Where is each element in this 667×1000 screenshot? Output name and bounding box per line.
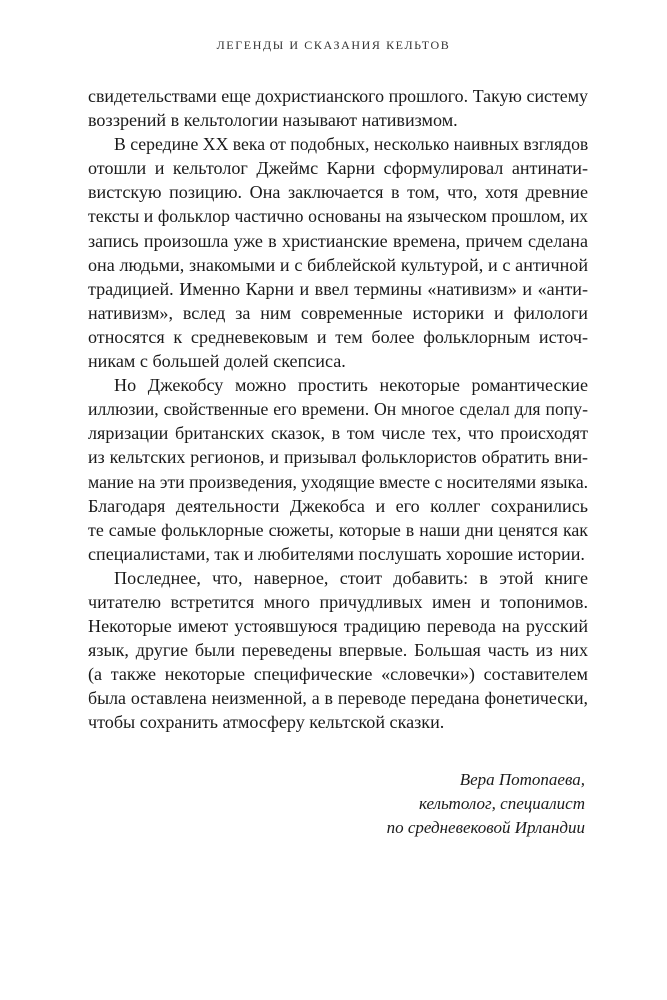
- text-line: читателю встретится много причудливых имен и топонимов.: [88, 591, 588, 612]
- body-text: [88, 84, 588, 735]
- text-line: воззрений в кельтологии называют нативизмом.: [88, 110, 458, 131]
- text-line: Но Джекобсу можно простить некоторые романтические: [114, 375, 588, 396]
- text-line: Благодаря деятельности Джекобса и его коллег сохранились: [88, 495, 588, 516]
- text-line: ляризации британских сказок, в том числе тех, что происходят: [88, 423, 588, 444]
- text-line: Некоторые имеют устоявшуюся традицию перевода на русский: [88, 616, 588, 637]
- author-specialty: по средневековой Ирландии: [386, 818, 585, 838]
- paragraph-1: [88, 84, 588, 132]
- paragraph-2: [88, 132, 588, 373]
- text-line: традицией. Именно Карни и ввел термины «нативизм» и «анти-: [88, 278, 588, 299]
- text-line: тексты и фольклор частично основаны на языческом прошлом, их: [88, 206, 588, 227]
- text-line: относятся к средневековым и тем более фольклорным источ-: [88, 326, 588, 347]
- text-line: отошли и кельтолог Джеймс Карни сформулировал антинати-: [88, 158, 588, 179]
- text-line: она людьми, знакомыми и с библейской культурой, и с античной: [88, 254, 588, 275]
- text-line: свидетельствами еще дохристианского прошлого. Такую систему: [88, 86, 588, 106]
- text-line: запись произошла уже в христианские времена, причем сделана: [88, 230, 588, 251]
- text-line: В середине XX века от подобных, несколько наивных взглядов: [114, 134, 589, 155]
- text-line: иллюзии, свойственные его времени. Он многое сделал для попу-: [88, 399, 588, 420]
- author-role: кельтолог, специалист: [418, 794, 585, 814]
- text-line: была оставлена неизменной, а в переводе передана фонетически,: [88, 688, 588, 709]
- text-line: Последнее, что, наверное, стоит добавить: в этой книге: [114, 567, 588, 588]
- text-line: из кельтских регионов, и призывал фольклористов обратить вни-: [88, 447, 588, 468]
- paragraph-4: [88, 566, 588, 735]
- text-line: специалистами, так и любителями послушать хорошие истории.: [88, 543, 585, 564]
- paragraph-3: [88, 373, 588, 566]
- text-line: (а также некоторые специфические «словечки») составителем: [88, 664, 588, 685]
- text-line: мание на эти произведения, уходящие вместе с носителями языка.: [88, 471, 589, 492]
- author-signature: [387, 768, 585, 840]
- author-name: Вера Потопаева,: [459, 770, 585, 789]
- text-line: те самые фольклорные сюжеты, которые в наши дни ценятся как: [88, 519, 588, 540]
- text-line: никам с большей долей скепсиса.: [88, 351, 346, 372]
- text-line: чтобы сохранить атмосферу кельтской сказки.: [88, 712, 445, 733]
- text-line: вистскую позицию. Она заключается в том, что, хотя древние: [88, 182, 588, 203]
- text-line: язык, другие были переведены впервые. Большая часть из них: [88, 640, 588, 661]
- text-line: нативизм», вслед за ним современные историки и филологи: [88, 302, 588, 323]
- running-header: ЛЕГЕНДЫ И СКАЗАНИЯ КЕЛЬТОВ: [216, 38, 451, 52]
